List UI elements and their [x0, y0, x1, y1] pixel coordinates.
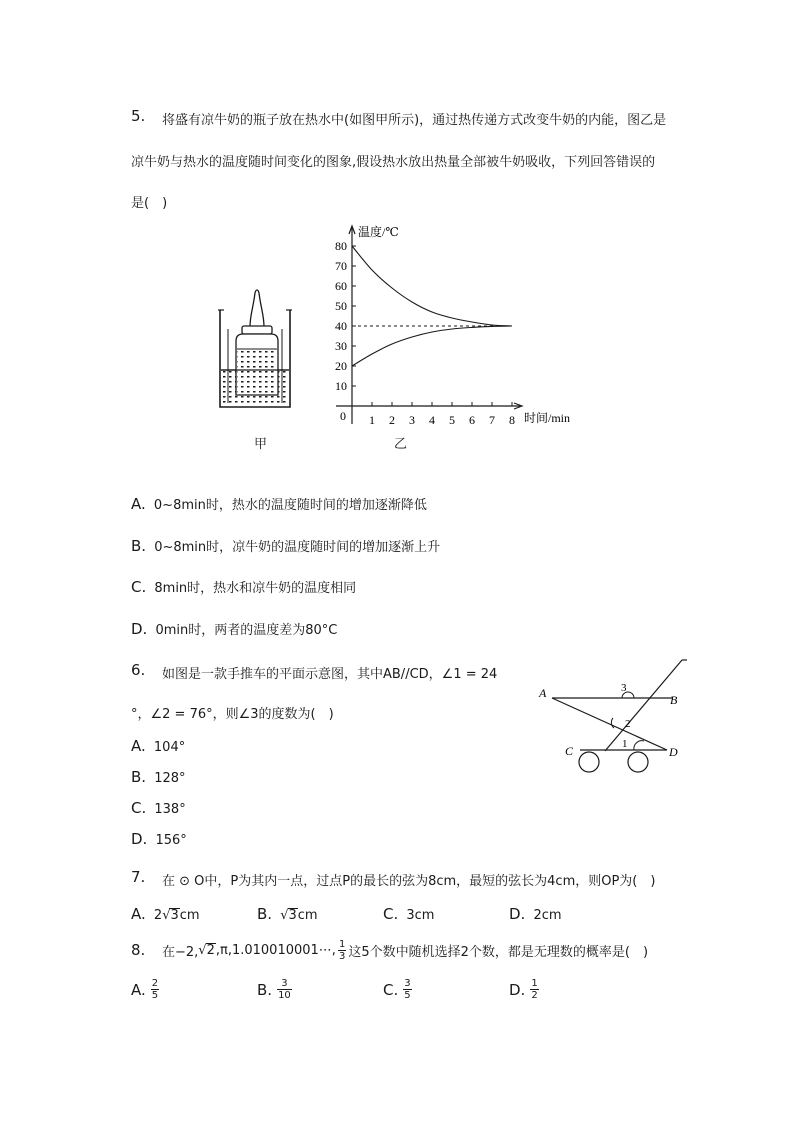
q8-text-mid: ,π,1.010010001⋯, — [215, 942, 336, 958]
fraction-denominator: 5 — [151, 990, 159, 1001]
q7-text: 在 ⊙ O中，P为其内一点，过点P的最长的弦为8cm，最短的弦长为4cm，则OP为( ) — [162, 874, 656, 889]
fraction-denominator: 2 — [531, 990, 538, 1001]
angle-2-label: 2 — [625, 718, 631, 730]
x-tick-label: 3 — [409, 413, 415, 427]
fraction-numerator: 2 — [151, 978, 159, 989]
fraction-numerator: 1 — [531, 978, 538, 989]
option-letter: B. — [131, 768, 147, 786]
option-prefix: 2 — [153, 908, 163, 923]
q5-line3: 是( ) — [131, 196, 168, 211]
fraction — [530, 978, 538, 1001]
wheel-left — [579, 752, 599, 772]
option-letter: A. — [131, 905, 146, 923]
q6-line2: °，∠2 = 76°，则∠3的度数为( ) — [131, 707, 334, 722]
y-tick-label: 20 — [335, 359, 347, 373]
option-letter: D. — [509, 980, 526, 999]
q6-option-d[interactable] — [131, 830, 187, 848]
y-axis-label: 温度/℃ — [358, 225, 399, 239]
fraction-denominator: 3 — [338, 950, 346, 962]
option-letter: C. — [383, 905, 399, 923]
option-letter: C. — [383, 980, 399, 999]
q5-option-c[interactable] — [131, 577, 356, 596]
q7-number: 7. — [131, 868, 146, 886]
sqrt-sign: √ — [280, 908, 289, 923]
option-text: 128° — [154, 771, 186, 786]
option-suffix: cm — [297, 908, 318, 923]
option-text: 8min时，热水和凉牛奶的温度相同 — [154, 581, 357, 596]
x-tick-label: 5 — [449, 413, 455, 427]
option-text: 104° — [153, 740, 186, 755]
wheel-right — [628, 752, 648, 772]
option-letter: B. — [257, 980, 273, 999]
q8-number: 8. — [131, 941, 146, 959]
angle-1-label: 1 — [622, 738, 628, 750]
y-tick-label: 40 — [335, 319, 347, 333]
label-b: B — [670, 693, 678, 707]
x-tick-label: 7 — [489, 413, 495, 427]
fraction-numerator: 1 — [338, 938, 346, 950]
option-letter: A. — [131, 495, 146, 513]
option-letter: B. — [257, 905, 273, 923]
y-tick-label: 60 — [335, 279, 347, 293]
fraction-denominator: 10 — [278, 990, 291, 1001]
q8-option-a[interactable] — [131, 978, 161, 1001]
option-text: 156° — [155, 833, 187, 848]
x-axis-label: 时间/min — [524, 411, 571, 425]
q5-line1: 将盛有凉牛奶的瓶子放在热水中(如图甲所示)，通过热传递方式改变牛奶的内能，图乙是 — [162, 113, 667, 128]
option-text: 0~8min时，热水的温度随时间的增加逐渐降低 — [153, 498, 427, 513]
q8-option-b[interactable] — [257, 978, 294, 1001]
y-tick-label: 30 — [335, 339, 347, 353]
radicand: 3 — [170, 908, 179, 923]
temperature-time-chart — [320, 220, 590, 430]
q6-number: 6. — [131, 661, 146, 679]
fraction — [403, 978, 411, 1001]
option-letter: C. — [131, 799, 147, 817]
sqrt-sign: √ — [198, 942, 207, 958]
label-d: D — [669, 745, 678, 759]
y-tick-label: 80 — [335, 239, 347, 253]
option-text: 0min时，两者的温度差为80°C — [155, 623, 338, 638]
label-a: A — [539, 686, 547, 700]
q5-number: 5. — [131, 107, 146, 125]
x-tick-label: 8 — [509, 413, 515, 427]
option-letter: D. — [509, 905, 526, 923]
option-letter: D. — [131, 620, 148, 638]
q7-option-d[interactable] — [509, 905, 562, 923]
y-tick-label: 10 — [335, 379, 347, 393]
x-tick-label: 1 — [369, 413, 375, 427]
option-letter: C. — [131, 578, 147, 596]
fraction-numerator: 3 — [277, 978, 292, 990]
series-cold-milk — [352, 326, 512, 366]
option-letter: A. — [131, 737, 146, 755]
label-c: C — [565, 744, 574, 758]
radicand: 2 — [206, 943, 215, 958]
angle-3-label: 3 — [621, 682, 627, 694]
q7-option-a[interactable] — [131, 905, 200, 923]
q6-line1: 如图是一款手推车的平面示意图，其中AB//CD，∠1 = 24 — [162, 667, 498, 682]
x-tick-label: 2 — [389, 413, 395, 427]
option-text: 3cm — [406, 908, 435, 923]
q8-text — [162, 938, 648, 962]
q7-option-c[interactable] — [383, 905, 434, 923]
q6-option-a[interactable] — [131, 737, 185, 755]
fraction — [277, 978, 292, 1001]
option-letter: D. — [131, 830, 148, 848]
bottle-in-water-figure — [210, 285, 300, 415]
figure-yi-label: 乙 — [394, 436, 408, 451]
option-letter: A. — [131, 980, 146, 999]
fraction — [151, 978, 159, 1001]
x-tick-label: 6 — [469, 413, 475, 427]
origin-label: 0 — [340, 409, 346, 423]
option-text: 2cm — [533, 908, 562, 923]
option-suffix: cm — [179, 908, 200, 923]
q6-option-c[interactable] — [131, 799, 186, 817]
option-text: 138° — [154, 802, 186, 817]
q7-option-b[interactable] — [257, 905, 318, 923]
fraction-denominator: 5 — [404, 990, 411, 1001]
option-letter: B. — [131, 537, 147, 555]
q5-option-b[interactable] — [131, 536, 440, 555]
cart-geometry-figure — [532, 655, 692, 775]
y-tick-label: 50 — [335, 299, 347, 313]
q8-text-pre: 在−2, — [162, 944, 199, 960]
q5-line2: 凉牛奶与热水的温度随时间变化的图象,假设热水放出热量全部被牛奶吸收，下列回答错误的 — [131, 155, 656, 170]
option-text: 0~8min时，凉牛奶的温度随时间的增加逐渐上升 — [154, 540, 441, 555]
x-tick-label: 4 — [429, 413, 435, 427]
q8-option-d[interactable] — [509, 978, 541, 1001]
q5-option-d[interactable] — [131, 619, 337, 638]
fraction — [338, 939, 346, 962]
q8-option-c[interactable] — [383, 978, 414, 1001]
fraction-numerator: 3 — [404, 978, 411, 989]
sqrt-sign: √ — [162, 908, 171, 923]
figure-jia-label: 甲 — [254, 437, 268, 452]
y-tick-label: 70 — [335, 259, 347, 273]
q6-option-b[interactable] — [131, 768, 186, 786]
series-hot-water — [352, 246, 512, 326]
q5-option-a[interactable] — [131, 494, 427, 513]
q8-text-post: 这5个数中随机选择2个数，都是无理数的概率是( ) — [348, 944, 649, 960]
radicand: 3 — [288, 908, 297, 923]
